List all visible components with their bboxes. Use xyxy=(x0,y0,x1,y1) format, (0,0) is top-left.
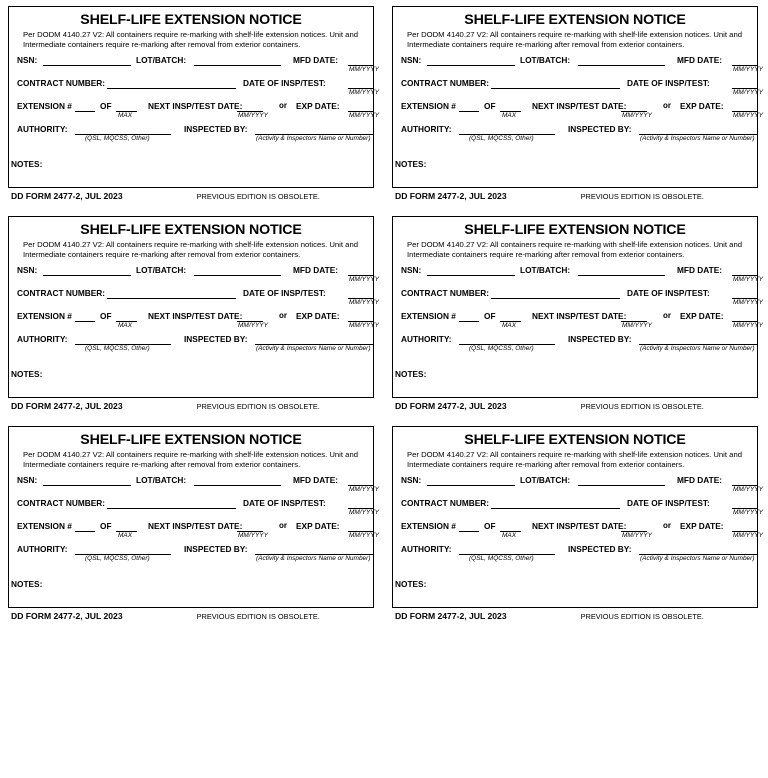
extension-number-input[interactable] xyxy=(75,531,95,532)
row-contract-inspdate xyxy=(399,288,763,311)
fields-area xyxy=(399,55,763,147)
row-nsn-lot-mfd xyxy=(399,475,763,498)
instruction-text: Per DODM 4140.27 V2: All containers require re-marking with shelf-life extension notices. Unit and Intermediate containers require re-marking after removal from exterior containers. xyxy=(23,240,358,259)
inspected-by-label: INSPECTED BY: xyxy=(184,544,248,555)
mfd-date-hint: MM/YYYY xyxy=(349,66,379,74)
notes-label: NOTES: xyxy=(11,369,43,379)
lot-batch-input[interactable] xyxy=(578,485,665,486)
contract-number-input[interactable] xyxy=(491,88,620,89)
shelf-life-extension-notice xyxy=(392,6,763,203)
row-contract-inspdate xyxy=(15,78,379,101)
page-title: SHELF-LIFE EXTENSION NOTICE xyxy=(464,432,686,448)
contract-number-label: CONTRACT NUMBER: xyxy=(17,498,106,509)
extension-number-label: EXTENSION # xyxy=(17,311,72,322)
exp-date-hint: MM/YYYY xyxy=(349,322,379,330)
contract-number-input[interactable] xyxy=(107,508,236,509)
card-footer xyxy=(392,611,758,623)
edition-note: PREVIOUS EDITION IS OBSOLETE. xyxy=(580,402,704,411)
of-max-hint: MAX xyxy=(118,532,133,540)
date-of-insp-test-label: DATE OF INSP/TEST: xyxy=(243,498,326,509)
notice-card xyxy=(392,426,763,608)
date-of-insp-test-label: DATE OF INSP/TEST: xyxy=(243,288,326,299)
inspected-by-hint: (Activity & Inspectors Name or Number) xyxy=(256,135,371,143)
edition-note: PREVIOUS EDITION IS OBSOLETE. xyxy=(196,612,320,621)
form-number: DD FORM 2477-2, JUL 2023 xyxy=(11,401,123,411)
form-number: DD FORM 2477-2, JUL 2023 xyxy=(11,611,123,621)
contract-number-label: CONTRACT NUMBER: xyxy=(401,288,490,299)
contract-number-input[interactable] xyxy=(107,88,236,89)
next-insp-test-date-label: NEXT INSP/TEST DATE: xyxy=(532,521,627,532)
mfd-date-hint: MM/YYYY xyxy=(733,276,763,284)
of-label: OF xyxy=(484,101,496,112)
authority-label: AUTHORITY: xyxy=(17,544,68,555)
authority-hint: (QSL, MQCSS, Other) xyxy=(469,345,534,353)
next-insp-test-date-label: NEXT INSP/TEST DATE: xyxy=(148,311,243,322)
instruction-text: Per DODM 4140.27 V2: All containers require re-marking with shelf-life extension notices. Unit and Intermediate containers require re-marking after removal from exterior containers. xyxy=(407,30,742,49)
form-number: DD FORM 2477-2, JUL 2023 xyxy=(395,191,507,201)
shelf-life-extension-notice xyxy=(8,6,379,203)
form-number: DD FORM 2477-2, JUL 2023 xyxy=(395,611,507,621)
next-insp-test-date-label: NEXT INSP/TEST DATE: xyxy=(148,101,243,112)
mfd-date-hint: MM/YYYY xyxy=(349,276,379,284)
exp-date-hint: MM/YYYY xyxy=(349,532,379,540)
nsn-label: NSN: xyxy=(401,265,422,276)
next-insp-test-date-hint: MM/YYYY xyxy=(622,112,652,120)
authority-label: AUTHORITY: xyxy=(17,124,68,135)
row-extension xyxy=(15,521,379,544)
or-label: or xyxy=(279,311,287,321)
exp-date-hint: MM/YYYY xyxy=(733,112,763,120)
date-of-insp-test-hint: MM/YYYY xyxy=(349,509,379,517)
lot-batch-label: LOT/BATCH: xyxy=(520,475,571,486)
inspected-by-hint: (Activity & Inspectors Name or Number) xyxy=(256,345,371,353)
authority-hint: (QSL, MQCSS, Other) xyxy=(85,555,150,563)
authority-label: AUTHORITY: xyxy=(401,124,452,135)
shelf-life-extension-notice xyxy=(392,426,763,623)
notice-card xyxy=(8,216,379,398)
nsn-label: NSN: xyxy=(401,475,422,486)
notice-card xyxy=(392,216,763,398)
notice-card xyxy=(8,6,379,188)
next-insp-test-date-hint: MM/YYYY xyxy=(238,322,268,330)
nsn-label: NSN: xyxy=(17,55,38,66)
shelf-life-extension-notice xyxy=(8,426,379,623)
or-label: or xyxy=(663,311,671,321)
date-of-insp-test-hint: MM/YYYY xyxy=(733,89,763,97)
nsn-label: NSN: xyxy=(401,55,422,66)
of-max-hint: MAX xyxy=(502,112,517,120)
lot-batch-input[interactable] xyxy=(194,275,281,276)
exp-date-label: EXP DATE: xyxy=(296,311,340,322)
row-nsn-lot-mfd xyxy=(15,55,379,78)
row-authority-inspected xyxy=(399,124,755,147)
of-max-hint: MAX xyxy=(118,322,133,330)
extension-number-input[interactable] xyxy=(459,111,479,112)
contract-number-label: CONTRACT NUMBER: xyxy=(401,498,490,509)
instruction-text: Per DODM 4140.27 V2: All containers require re-marking with shelf-life extension notices. Unit and Intermediate containers require re-marking after removal from exterior containers. xyxy=(23,450,358,469)
fields-area xyxy=(15,55,379,147)
row-contract-inspdate xyxy=(399,498,763,521)
of-label: OF xyxy=(484,521,496,532)
inspected-by-label: INSPECTED BY: xyxy=(568,124,632,135)
or-label: or xyxy=(663,101,671,111)
mfd-date-hint: MM/YYYY xyxy=(733,66,763,74)
contract-number-label: CONTRACT NUMBER: xyxy=(17,78,106,89)
edition-note: PREVIOUS EDITION IS OBSOLETE. xyxy=(196,192,320,201)
fields-area xyxy=(399,475,763,567)
row-nsn-lot-mfd xyxy=(15,265,379,288)
lot-batch-input[interactable] xyxy=(578,65,665,66)
exp-date-hint: MM/YYYY xyxy=(733,532,763,540)
date-of-insp-test-hint: MM/YYYY xyxy=(349,89,379,97)
authority-label: AUTHORITY: xyxy=(401,334,452,345)
authority-label: AUTHORITY: xyxy=(401,544,452,555)
of-label: OF xyxy=(100,311,112,322)
mfd-date-label: MFD DATE: xyxy=(293,55,339,66)
notes-label: NOTES: xyxy=(395,579,427,589)
contract-number-label: CONTRACT NUMBER: xyxy=(17,288,106,299)
row-authority-inspected xyxy=(399,544,755,567)
instruction-text: Per DODM 4140.27 V2: All containers require re-marking with shelf-life extension notices. Unit and Intermediate containers require re-marking after removal from exterior containers. xyxy=(407,240,742,259)
date-of-insp-test-label: DATE OF INSP/TEST: xyxy=(627,78,710,89)
authority-hint: (QSL, MQCSS, Other) xyxy=(85,345,150,353)
page-title: SHELF-LIFE EXTENSION NOTICE xyxy=(80,12,302,28)
extension-number-input[interactable] xyxy=(459,321,479,322)
exp-date-label: EXP DATE: xyxy=(680,101,724,112)
inspected-by-hint: (Activity & Inspectors Name or Number) xyxy=(640,135,755,143)
row-authority-inspected xyxy=(15,544,371,567)
edition-note: PREVIOUS EDITION IS OBSOLETE. xyxy=(580,192,704,201)
form-number: DD FORM 2477-2, JUL 2023 xyxy=(11,191,123,201)
mfd-date-hint: MM/YYYY xyxy=(349,486,379,494)
page-title: SHELF-LIFE EXTENSION NOTICE xyxy=(464,222,686,238)
lot-batch-label: LOT/BATCH: xyxy=(136,475,187,486)
notes-label: NOTES: xyxy=(395,369,427,379)
extension-number-label: EXTENSION # xyxy=(17,101,72,112)
mfd-date-label: MFD DATE: xyxy=(677,475,723,486)
extension-number-input[interactable] xyxy=(75,321,95,322)
edition-note: PREVIOUS EDITION IS OBSOLETE. xyxy=(196,402,320,411)
mfd-date-label: MFD DATE: xyxy=(677,265,723,276)
page-title: SHELF-LIFE EXTENSION NOTICE xyxy=(80,432,302,448)
or-label: or xyxy=(663,521,671,531)
notice-card xyxy=(8,426,379,608)
lot-batch-label: LOT/BATCH: xyxy=(520,55,571,66)
notice-card xyxy=(392,6,763,188)
of-max-hint: MAX xyxy=(502,532,517,540)
inspected-by-label: INSPECTED BY: xyxy=(568,334,632,345)
or-label: or xyxy=(279,101,287,111)
row-authority-inspected xyxy=(15,334,371,357)
contract-number-label: CONTRACT NUMBER: xyxy=(401,78,490,89)
lot-batch-label: LOT/BATCH: xyxy=(136,265,187,276)
next-insp-test-date-label: NEXT INSP/TEST DATE: xyxy=(532,101,627,112)
inspected-by-label: INSPECTED BY: xyxy=(184,124,248,135)
next-insp-test-date-hint: MM/YYYY xyxy=(238,532,268,540)
next-insp-test-date-label: NEXT INSP/TEST DATE: xyxy=(148,521,243,532)
row-extension xyxy=(15,311,379,334)
inspected-by-label: INSPECTED BY: xyxy=(184,334,248,345)
of-label: OF xyxy=(484,311,496,322)
fields-area xyxy=(399,265,763,357)
edition-note: PREVIOUS EDITION IS OBSOLETE. xyxy=(580,612,704,621)
fields-area xyxy=(15,475,379,567)
row-extension xyxy=(15,101,379,124)
nsn-input[interactable] xyxy=(427,275,515,276)
date-of-insp-test-label: DATE OF INSP/TEST: xyxy=(627,288,710,299)
of-max-hint: MAX xyxy=(118,112,133,120)
card-footer xyxy=(8,401,374,413)
exp-date-label: EXP DATE: xyxy=(296,521,340,532)
row-contract-inspdate xyxy=(399,78,763,101)
shelf-life-extension-notice xyxy=(392,216,763,413)
row-nsn-lot-mfd xyxy=(399,55,763,78)
instruction-text: Per DODM 4140.27 V2: All containers require re-marking with shelf-life extension notices. Unit and Intermediate containers require re-marking after removal from exterior containers. xyxy=(23,30,358,49)
form-number: DD FORM 2477-2, JUL 2023 xyxy=(395,401,507,411)
instruction-text: Per DODM 4140.27 V2: All containers require re-marking with shelf-life extension notices. Unit and Intermediate containers require re-marking after removal from exterior containers. xyxy=(407,450,742,469)
authority-label: AUTHORITY: xyxy=(17,334,68,345)
inspected-by-hint: (Activity & Inspectors Name or Number) xyxy=(640,345,755,353)
notice-grid xyxy=(8,6,763,623)
date-of-insp-test-label: DATE OF INSP/TEST: xyxy=(627,498,710,509)
exp-date-label: EXP DATE: xyxy=(680,311,724,322)
row-contract-inspdate xyxy=(15,498,379,521)
row-contract-inspdate xyxy=(15,288,379,311)
card-footer xyxy=(392,401,758,413)
date-of-insp-test-hint: MM/YYYY xyxy=(349,299,379,307)
of-label: OF xyxy=(100,521,112,532)
mfd-date-label: MFD DATE: xyxy=(293,265,339,276)
card-footer xyxy=(8,191,374,203)
authority-hint: (QSL, MQCSS, Other) xyxy=(469,135,534,143)
next-insp-test-date-hint: MM/YYYY xyxy=(622,322,652,330)
notes-label: NOTES: xyxy=(11,159,43,169)
row-extension xyxy=(399,311,763,334)
notes-label: NOTES: xyxy=(11,579,43,589)
nsn-label: NSN: xyxy=(17,475,38,486)
date-of-insp-test-label: DATE OF INSP/TEST: xyxy=(243,78,326,89)
row-nsn-lot-mfd xyxy=(399,265,763,288)
fields-area xyxy=(15,265,379,357)
inspected-by-hint: (Activity & Inspectors Name or Number) xyxy=(256,555,371,563)
lot-batch-input[interactable] xyxy=(194,65,281,66)
row-extension xyxy=(399,521,763,544)
extension-number-input[interactable] xyxy=(75,111,95,112)
exp-date-hint: MM/YYYY xyxy=(733,322,763,330)
extension-number-label: EXTENSION # xyxy=(401,521,456,532)
of-label: OF xyxy=(100,101,112,112)
inspected-by-hint: (Activity & Inspectors Name or Number) xyxy=(640,555,755,563)
mfd-date-label: MFD DATE: xyxy=(677,55,723,66)
exp-date-label: EXP DATE: xyxy=(680,521,724,532)
nsn-input[interactable] xyxy=(43,485,131,486)
extension-number-label: EXTENSION # xyxy=(401,101,456,112)
row-nsn-lot-mfd xyxy=(15,475,379,498)
lot-batch-label: LOT/BATCH: xyxy=(136,55,187,66)
authority-hint: (QSL, MQCSS, Other) xyxy=(469,555,534,563)
shelf-life-extension-notice xyxy=(8,216,379,413)
date-of-insp-test-hint: MM/YYYY xyxy=(733,299,763,307)
exp-date-label: EXP DATE: xyxy=(296,101,340,112)
contract-number-input[interactable] xyxy=(491,508,620,509)
authority-hint: (QSL, MQCSS, Other) xyxy=(85,135,150,143)
card-footer xyxy=(392,191,758,203)
nsn-input[interactable] xyxy=(427,65,515,66)
inspected-by-label: INSPECTED BY: xyxy=(568,544,632,555)
extension-number-input[interactable] xyxy=(459,531,479,532)
next-insp-test-date-hint: MM/YYYY xyxy=(238,112,268,120)
exp-date-hint: MM/YYYY xyxy=(349,112,379,120)
nsn-input[interactable] xyxy=(43,275,131,276)
card-footer xyxy=(8,611,374,623)
of-max-hint: MAX xyxy=(502,322,517,330)
nsn-input[interactable] xyxy=(427,485,515,486)
next-insp-test-date-label: NEXT INSP/TEST DATE: xyxy=(532,311,627,322)
or-label: or xyxy=(279,521,287,531)
nsn-input[interactable] xyxy=(43,65,131,66)
mfd-date-hint: MM/YYYY xyxy=(733,486,763,494)
mfd-date-label: MFD DATE: xyxy=(293,475,339,486)
row-authority-inspected xyxy=(15,124,371,147)
contract-number-input[interactable] xyxy=(107,298,236,299)
notes-label: NOTES: xyxy=(395,159,427,169)
row-authority-inspected xyxy=(399,334,755,357)
lot-batch-label: LOT/BATCH: xyxy=(520,265,571,276)
contract-number-input[interactable] xyxy=(491,298,620,299)
date-of-insp-test-hint: MM/YYYY xyxy=(733,509,763,517)
lot-batch-input[interactable] xyxy=(194,485,281,486)
page-title: SHELF-LIFE EXTENSION NOTICE xyxy=(80,222,302,238)
extension-number-label: EXTENSION # xyxy=(401,311,456,322)
next-insp-test-date-hint: MM/YYYY xyxy=(622,532,652,540)
extension-number-label: EXTENSION # xyxy=(17,521,72,532)
row-extension xyxy=(399,101,763,124)
page-title: SHELF-LIFE EXTENSION NOTICE xyxy=(464,12,686,28)
lot-batch-input[interactable] xyxy=(578,275,665,276)
nsn-label: NSN: xyxy=(17,265,38,276)
